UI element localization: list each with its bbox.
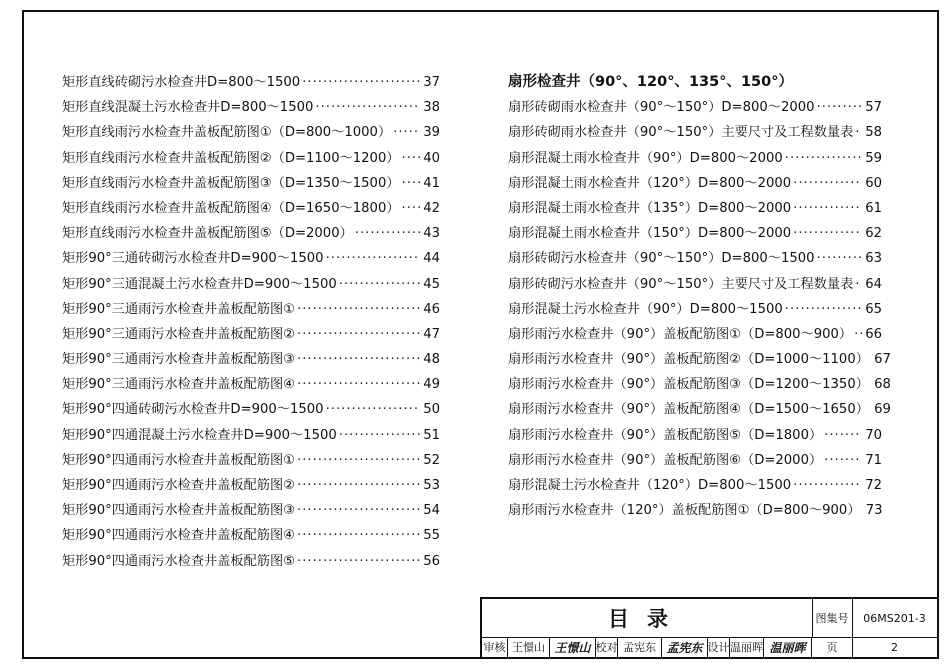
toc-leader-dots <box>785 146 862 171</box>
toc-leader-dots <box>793 196 862 221</box>
toc-entry-page: 50 <box>423 402 440 418</box>
toc-entry-title: 矩形90°三通雨污水检查井盖板配筋图② <box>62 326 296 342</box>
toc-entry-title: 矩形90°四通混凝土污水检查井D=900～1500 <box>62 427 337 443</box>
toc-entry-title: 矩形直线雨污水检查井盖板配筋图④（D=1650～1800） <box>62 200 400 216</box>
toc-entry <box>62 523 440 548</box>
toc-entry <box>62 372 440 397</box>
toc-entry-page: 66 <box>865 326 882 342</box>
section-title: 扇形检查井（90°、120°、135°、150°） <box>508 74 793 90</box>
toc-entry <box>508 372 891 397</box>
toc-entry-page: 57 <box>865 100 882 116</box>
toc-leader-dots <box>297 498 420 523</box>
toc-entry <box>508 221 882 246</box>
toc-entry-title: 矩形90°四通雨污水检查井盖板配筋图⑤ <box>62 553 296 569</box>
signature-row <box>482 637 812 657</box>
toc-entry <box>508 297 882 322</box>
toc-entry <box>62 221 440 246</box>
toc-entry-page: 58 <box>865 125 882 141</box>
toc-entry <box>62 473 440 498</box>
toc-leader-dots <box>824 448 862 473</box>
toc-entry <box>62 498 440 523</box>
toc-entry-page: 47 <box>423 326 440 342</box>
toc-leader-dots <box>339 272 420 297</box>
toc-entry <box>508 272 882 297</box>
toc-entry-title: 矩形直线雨污水检查井盖板配筋图⑤（D=2000） <box>62 226 353 242</box>
toc-leader-dots <box>297 448 420 473</box>
toc-entry-title: 扇形混凝土雨水检查井（135°）D=800～2000 <box>508 200 792 216</box>
toc-entry-title: 扇形雨污水检查井（90°）盖板配筋图②（D=1000～1100） <box>508 352 869 368</box>
toc-entry-title: 矩形直线砖砌污水检查井D=800～1500 <box>62 75 301 90</box>
toc-entry-title: 矩形90°三通雨污水检查井盖板配筋图③ <box>62 352 296 368</box>
toc-entry <box>62 397 440 422</box>
toc-leader-dots <box>817 246 862 271</box>
toc-entry-title: 扇形砖砌雨水检查井（90°～150°）D=800～2000 <box>508 100 815 116</box>
toc-entry <box>62 272 440 297</box>
toc-leader-dots <box>297 297 420 322</box>
toc-entry-page: 60 <box>865 175 882 191</box>
toc-leader-dots <box>793 221 862 246</box>
atlas-code: 06MS201-3 <box>852 599 937 638</box>
toc-leader-dots <box>355 221 420 246</box>
toc-entry <box>62 146 440 171</box>
toc-entry-page: 37 <box>423 75 440 90</box>
toc-entry-title: 矩形90°三通雨污水检查井盖板配筋图① <box>62 301 296 317</box>
toc-entry <box>62 347 440 372</box>
toc-entry-page: 68 <box>874 377 891 393</box>
toc-entry-page: 56 <box>423 553 440 569</box>
toc-leader-dots <box>785 297 862 322</box>
toc-leader-dots <box>402 171 420 196</box>
toc-entry-page: 61 <box>865 200 882 216</box>
toc-leader-dots <box>297 549 420 574</box>
toc-entry-title: 扇形砖砌污水检查井（90°～150°）D=800～1500 <box>508 251 815 267</box>
toc-leader-dots <box>302 70 420 95</box>
toc-entry-page: 53 <box>423 478 440 493</box>
toc-entry-title: 扇形混凝土雨水检查井（90°）D=800～2000 <box>508 150 783 166</box>
toc-leader-dots <box>297 372 420 397</box>
atlas-label: 图集号 <box>812 599 853 638</box>
toc-entry-page: 72 <box>865 478 882 493</box>
toc-entry <box>508 95 882 120</box>
toc-entry-title: 矩形90°三通混凝土污水检查井D=900～1500 <box>62 276 337 292</box>
toc-leader-dots <box>297 347 420 372</box>
design-label: 设计 <box>708 637 730 657</box>
document-title: 目录 <box>482 599 813 638</box>
toc-entry-page: 65 <box>865 301 882 317</box>
toc-entry <box>62 70 440 95</box>
toc-entry <box>508 196 882 221</box>
toc-entry <box>508 448 882 473</box>
toc-entry <box>62 297 440 322</box>
designer-signature: 温丽晖 <box>764 637 812 657</box>
toc-entry-page: 45 <box>423 276 440 292</box>
toc-entry-page: 44 <box>423 251 440 267</box>
check-label: 校对 <box>596 637 618 657</box>
toc-entry-title: 矩形直线混凝土污水检查井D=800～1500 <box>62 100 314 116</box>
toc-entry-title: 矩形90°四通雨污水检查井盖板配筋图② <box>62 478 296 493</box>
toc-entry-title: 扇形雨污水检查井（90°）盖板配筋图⑤（D=1800） <box>508 427 823 443</box>
toc-entry <box>62 95 440 120</box>
toc-entry-title: 扇形雨污水检查井（90°）盖板配筋图③（D=1200～1350） <box>508 377 869 393</box>
toc-leader-dots <box>326 246 420 271</box>
toc-leader-dots <box>402 196 420 221</box>
page-number: 2 <box>891 640 898 654</box>
toc-entry-page: 41 <box>423 175 440 191</box>
toc-entry-title: 扇形雨污水检查井（90°）盖板配筋图④（D=1500～1650） <box>508 402 869 418</box>
toc-entry <box>508 120 882 145</box>
toc-right-column <box>508 70 891 523</box>
toc-entry <box>508 498 882 523</box>
toc-entry <box>508 322 882 347</box>
toc-entry-page: 54 <box>423 503 440 519</box>
toc-leader-dots <box>855 272 862 297</box>
toc-leader-dots <box>297 322 420 347</box>
toc-entry-title: 扇形砖砌雨水检查井（90°～150°）主要尺寸及工程数量表 <box>508 125 854 141</box>
toc-entry-title: 矩形90°三通砖砌污水检查井D=900～1500 <box>62 251 324 267</box>
toc-entry-page: 69 <box>874 402 891 418</box>
toc-entry-page: 59 <box>865 150 882 166</box>
reviewer-name: 王憬山 <box>508 637 550 657</box>
toc-entry-page: 71 <box>865 452 882 468</box>
toc-entry-title: 矩形90°四通雨污水检查井盖板配筋图① <box>62 452 296 468</box>
toc-entry-page: 42 <box>423 200 440 216</box>
title-block <box>480 597 937 657</box>
toc-entry-title: 扇形雨污水检查井（90°）盖板配筋图⑥（D=2000） <box>508 452 823 468</box>
toc-entry-page: 51 <box>423 427 440 443</box>
toc-entry-page: 52 <box>423 452 440 468</box>
reviewer-signature: 王憬山 <box>550 637 596 657</box>
page-label: 页 <box>812 637 853 657</box>
toc-entry <box>62 196 440 221</box>
toc-entry <box>62 549 440 574</box>
toc-entry-title: 矩形直线雨污水检查井盖板配筋图②（D=1100～1200） <box>62 150 400 166</box>
toc-entry <box>62 246 440 271</box>
toc-entry-title: 矩形90°四通雨污水检查井盖板配筋图④ <box>62 528 296 544</box>
toc-entry-page: 70 <box>865 427 882 443</box>
designer-name: 温丽晖 <box>730 637 764 657</box>
toc-leader-dots <box>402 146 420 171</box>
toc-leader-dots <box>297 473 420 498</box>
toc-entry-title: 扇形雨污水检查井（90°）盖板配筋图①（D=800～900） <box>508 326 853 342</box>
toc-leader-dots <box>339 423 420 448</box>
toc-entry <box>62 423 440 448</box>
toc-entry-page: 49 <box>423 377 440 393</box>
toc-entry-page: 64 <box>865 276 882 292</box>
review-label: 审核 <box>482 637 508 657</box>
toc-entry <box>508 473 882 498</box>
toc-entry-title: 扇形雨污水检查井（120°）盖板配筋图①（D=800～900） <box>508 503 861 519</box>
toc-entry <box>508 347 891 372</box>
toc-leader-dots <box>315 95 420 120</box>
toc-entry-page: 40 <box>423 150 440 166</box>
toc-entry <box>62 448 440 473</box>
toc-entry <box>62 120 440 145</box>
toc-leader-dots <box>393 120 420 145</box>
toc-entry-page: 67 <box>874 352 891 368</box>
toc-leader-dots <box>817 95 862 120</box>
toc-leader-dots <box>326 397 420 422</box>
toc-leader-dots <box>297 523 420 548</box>
toc-entry <box>508 171 882 196</box>
toc-entry <box>62 322 440 347</box>
toc-entry-page: 55 <box>423 528 440 544</box>
toc-entry-title: 矩形直线雨污水检查井盖板配筋图③（D=1350～1500） <box>62 175 400 191</box>
checker-signature: 孟宪东 <box>662 637 708 657</box>
toc-entry <box>508 423 882 448</box>
toc-entry-page: 48 <box>423 352 440 368</box>
toc-leader-dots <box>793 473 862 498</box>
toc-entry-page: 63 <box>865 251 882 267</box>
toc-entry-title: 扇形砖砌污水检查井（90°～150°）主要尺寸及工程数量表 <box>508 276 854 292</box>
toc-entry <box>62 171 440 196</box>
toc-entry-title: 扇形混凝土污水检查井（120°）D=800～1500 <box>508 478 792 493</box>
toc-left-column <box>62 70 440 574</box>
toc-entry-page: 62 <box>865 226 882 242</box>
toc-entry <box>508 397 891 422</box>
toc-entry-page: 73 <box>865 503 883 519</box>
toc-entry-page: 38 <box>423 100 440 116</box>
toc-leader-dots <box>793 171 862 196</box>
toc-entry-title: 扇形混凝土雨水检查井（120°）D=800～2000 <box>508 175 792 191</box>
toc-entry-title: 扇形混凝土雨水检查井（150°）D=800～2000 <box>508 226 792 242</box>
checker-name: 孟宪东 <box>618 637 662 657</box>
toc-leader-dots <box>855 120 862 145</box>
toc-entry-page: 43 <box>423 226 440 242</box>
toc-entry-title: 扇形混凝土污水检查井（90°）D=800～1500 <box>508 301 783 317</box>
toc-entry-title: 矩形90°三通雨污水检查井盖板配筋图④ <box>62 377 296 393</box>
toc-leader-dots <box>854 322 862 347</box>
toc-leader-dots <box>824 423 862 448</box>
toc-entry-title: 矩形90°四通砖砌污水检查井D=900～1500 <box>62 402 324 418</box>
toc-entry <box>508 146 882 171</box>
toc-entry-title: 矩形90°四通雨污水检查井盖板配筋图③ <box>62 503 296 519</box>
toc-entry-page: 46 <box>423 301 440 317</box>
toc-entry-page: 39 <box>423 125 440 141</box>
toc-entry <box>508 246 882 271</box>
toc-entry-title: 矩形直线雨污水检查井盖板配筋图①（D=800～1000） <box>62 125 392 141</box>
